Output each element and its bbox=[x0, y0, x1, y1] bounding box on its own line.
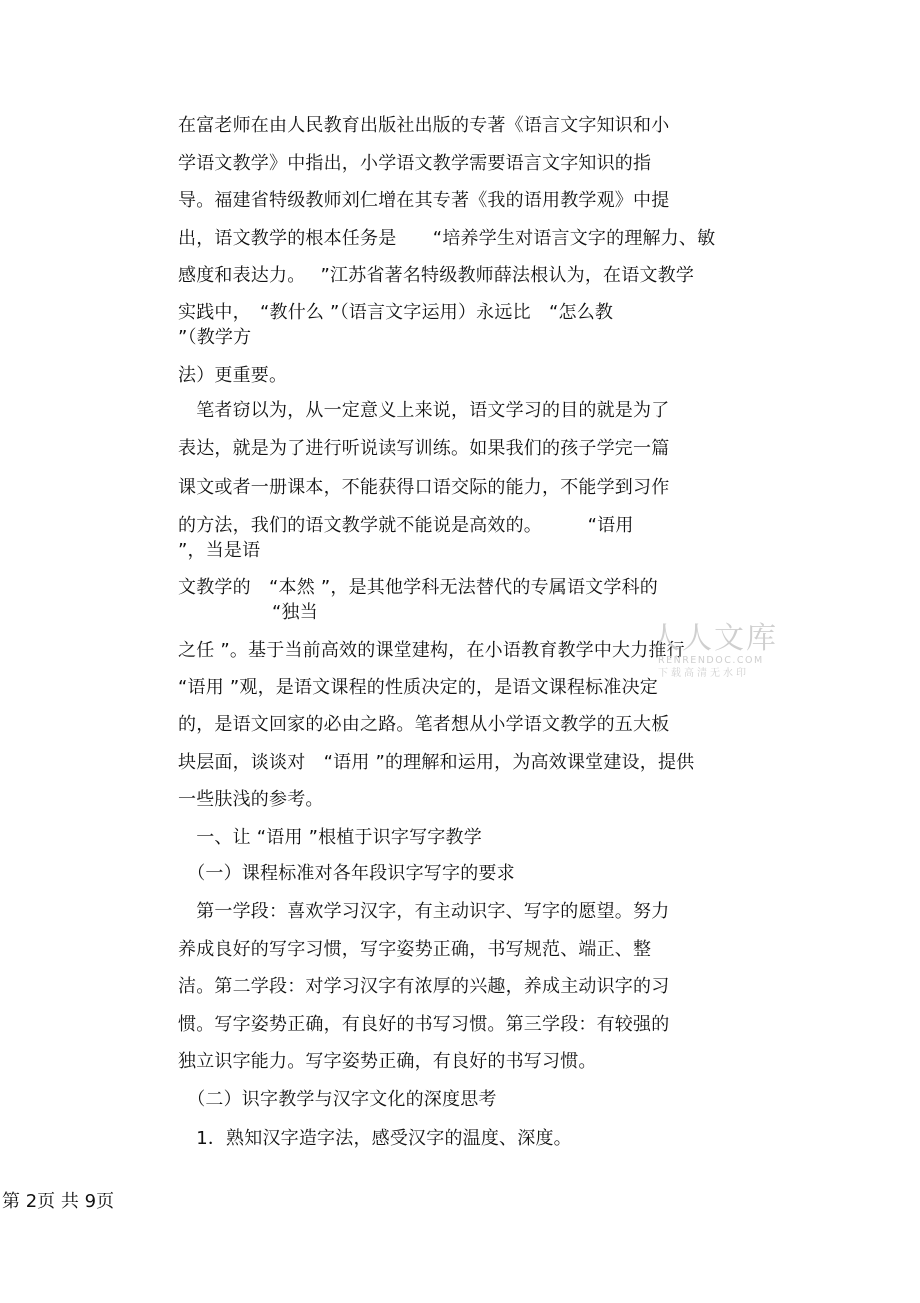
text-line: 文教学的 “本然 ”，是其他学科无法替代的专属语文学科的 bbox=[178, 577, 658, 598]
text-line: 导。福建省特级教师刘仁增在其专著《我的语用教学观》中提 bbox=[178, 190, 670, 211]
watermark-url: RENRENDOC.COM bbox=[658, 655, 764, 666]
watermark-title: 人人文库 bbox=[650, 621, 778, 656]
text-line: 洁。第二学段：对学习汉字有浓厚的兴趣，养成主动识字的习 bbox=[178, 976, 670, 997]
text-line: 的，是语文回家的必由之路。笔者想从小学语文教学的五大板 bbox=[178, 714, 670, 735]
section-heading: 一、让 “语用 ”根植于识字写字教学 bbox=[178, 827, 482, 848]
text-line: 的方法，我们的语文教学就不能说是高效的。 “语用 bbox=[178, 515, 634, 536]
text-line: 表达，就是为了进行听说读写训练。如果我们的孩子学完一篇 bbox=[178, 438, 670, 459]
text-line: 实践中， “教什么 ”（语言文字运用）永远比 “怎么教 bbox=[178, 302, 614, 323]
text-line: 一些肤浅的参考。 bbox=[178, 789, 324, 810]
text-line: 养成良好的写字习惯，写字姿势正确，书写规范、端正、整 bbox=[178, 939, 652, 960]
text-line: 1．熟知汉字造字法，感受汉字的温度、深度。 bbox=[178, 1128, 572, 1149]
text-line: 在富老师在由人民教育出版社出版的专著《语言文字知识和小 bbox=[178, 115, 670, 136]
watermark-subtitle: 下载高清无水印 bbox=[658, 668, 749, 679]
text-line: 独立识字能力。写字姿势正确，有良好的书写习惯。 bbox=[178, 1051, 597, 1072]
text-line: 学语文教学》中指出，小学语文教学需要语言文字知识的指 bbox=[178, 153, 652, 174]
text-line: 块层面，谈谈对 “语用 ”的理解和运用，为高效课堂建设，提供 bbox=[178, 752, 695, 773]
subsection-heading: （二）识字教学与汉字文化的深度思考 bbox=[178, 1089, 497, 1110]
text-line: 第一学段：喜欢学习汉字，有主动识字、写字的愿望。努力 bbox=[178, 901, 670, 922]
text-line: ”（教学方 bbox=[178, 327, 252, 348]
text-line: “独当 bbox=[272, 602, 318, 623]
text-line: 感度和表达力。 ”江苏省著名特级教师薛法根认为，在语文教学 bbox=[178, 265, 695, 286]
watermark-logo bbox=[650, 621, 778, 684]
text-line: 课文或者一册课本，不能获得口语交际的能力，不能学到习作 bbox=[178, 477, 670, 498]
subsection-heading: （一）课程标准对各年段识字写字的要求 bbox=[178, 863, 515, 884]
text-line: ”，当是语 bbox=[178, 540, 261, 561]
text-line: 之任 ”。基于当前高效的课堂建构，在小语教育教学中大力推行 bbox=[178, 640, 685, 661]
text-line: 笔者窃以为，从一定意义上来说，语文学习的目的就是为了 bbox=[178, 400, 670, 421]
text-line: “语用 ”观，是语文课程的性质决定的，是语文课程标准决定 bbox=[178, 677, 658, 698]
text-line: 惯。写字姿势正确，有良好的书写习惯。第三学段：有较强的 bbox=[178, 1014, 670, 1035]
text-line: 出，语文教学的根本任务是 “培养学生对语言文字的理解力、敏 bbox=[178, 228, 716, 249]
text-line: 法）更重要。 bbox=[178, 365, 288, 386]
page-number-footer: 第 2页 共 9页 bbox=[2, 1191, 115, 1212]
